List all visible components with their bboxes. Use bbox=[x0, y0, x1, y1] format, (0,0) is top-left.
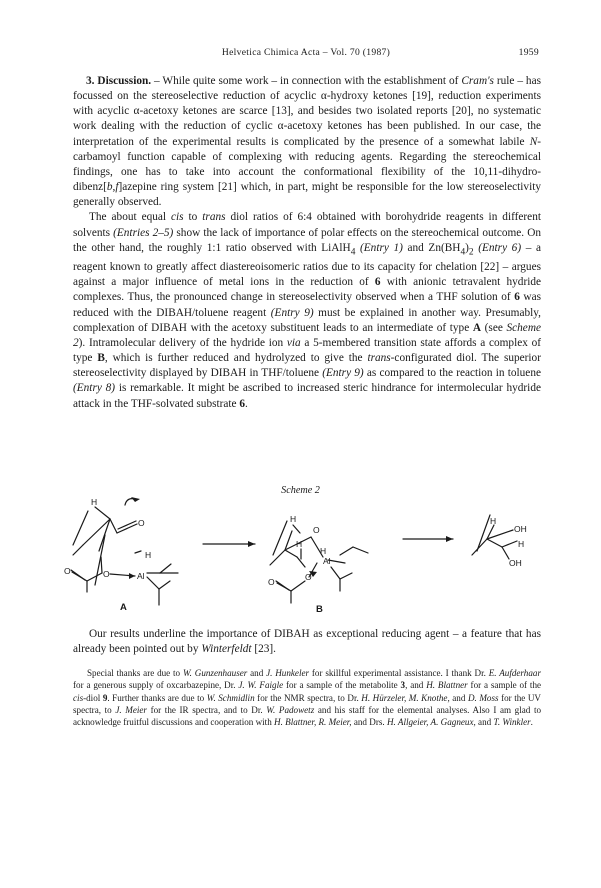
running-header bbox=[73, 47, 539, 61]
acknowledgement-section bbox=[73, 667, 541, 728]
atom-label: Al bbox=[323, 556, 331, 566]
conclusion-paragraph: Our results underline the importance of DIBAH as exceptional reducing agent – a feature that has already been pointed out by Winterfeldt [23]. bbox=[73, 628, 541, 656]
structure-label-b: B bbox=[316, 604, 323, 615]
atom-label: H bbox=[518, 539, 525, 549]
paragraph-2: The about equal cis to trans diol ratios of 6:4 obtained with borohydride reagents in different solvents (Entries 2–5) show the lack of importance of polar effects on the stereochemical outcome. On the other hand, the roughly 1:1 ratio observed with LiAlH$_4$ (Entry 1) and $Zn(BH_4)_2$ (Entry 6) – a reagent known to greatly affect diastereoisomeric ratios due to its capacity for chelation [22] – argues against a major influence of metal ions in the reduction of 6 with anionic tetravalent hydride complexes. Thus, the pronounced change in stereoselectivity observed when a THF solution of 6 was reduced with the DIBAH/toluene reagent (Entry 9) must be explained in another way. Presumably, complexation of DIBAH with the acetoxy substituent leads to an intermediate of type A (see Scheme 2). Intramolecular delivery of the hydride ion via a 5-membered transition state affords a complex of type B, which is further reduced and hydrolyzed to give the trans-configurated diol. The superior stereoselectivity displayed by DIBAH in THF/toluene (Entry 9) as compared to the reaction in toluene (Entry 8) is remarkable. It might be ascribed to increased steric hindrance for intermolecular hydride attack in the THF-solvated substrate 6. bbox=[73, 211, 542, 410]
section-heading: 3. Discussion. bbox=[86, 75, 152, 87]
atom-label: OH bbox=[514, 524, 527, 534]
atom-label: O bbox=[64, 566, 71, 576]
atom-label: H bbox=[490, 516, 497, 526]
structure-label-a: A bbox=[120, 602, 127, 613]
atom-label: H bbox=[145, 550, 152, 560]
atom-label: O bbox=[305, 572, 312, 582]
atom-label: O bbox=[138, 518, 145, 528]
conclusion-section bbox=[73, 627, 541, 657]
atom-label: O bbox=[313, 525, 320, 535]
discussion-section bbox=[73, 74, 541, 412]
atom-label: O bbox=[103, 569, 110, 579]
atom-label: H bbox=[296, 539, 303, 549]
atom-label: H bbox=[290, 514, 297, 524]
paragraph-1: 3. Discussion. – While quite some work – in connection with the establishment of Cram's rule – has focussed on the stereoselective reduction of acyclic α-hydroxy ketones [19], reduction experiments with acyclic α-acetoxy ketones are scarce [13], and besides two isolated reports [20], no systematic work dealing with the reduction of cyclic α-acetoxy ketones has been published. In our case, the interpretation of the experimental results is complicated by the presence of a somewhat labile N-carbamoyl function capable of complexing with reducing agents. Regarding the stereochemical findings, one has to take into account the conformational flexibility of the 10,11-dihydro-dibenz[b,f]azepine ring system [21] which, in part, might be responsible for the low stereoselectivity generally observed. bbox=[73, 75, 541, 209]
atom-label: O bbox=[268, 577, 275, 587]
structure-a-bonds bbox=[71, 499, 178, 605]
page-number: 1959 bbox=[518, 47, 539, 58]
atom-label: H bbox=[91, 497, 98, 507]
atom-label: Al bbox=[137, 571, 145, 581]
atom-label: H bbox=[320, 546, 327, 556]
scheme-title: Scheme 2 bbox=[281, 485, 320, 496]
atom-label: OH bbox=[509, 558, 522, 568]
reaction-scheme bbox=[55, 495, 555, 617]
journal-title: Helvetica Chimica Acta – Vol. 70 (1987) bbox=[221, 47, 391, 58]
acknowledgement-paragraph: Special thanks are due to W. Gunzenhauser and J. Hunkeler for skillful experimental assistance. I thank Dr. E. Aufderhaar for a generous supply of oxcarbazepine, Dr. J. W. Faigle for a sample of the metabolite 3, and H. Blattner for a sample of the cis-diol 9. Further thanks are due to W. Schmidlin for the NMR spectra, to Dr. H. Hürzeler, M. Knothe, and D. Moss for the UV spectra, to J. Meier for the IR spectra, and to Dr. W. Padowetz and his staff for the elemental analyses. Also I am glad to acknowledge fruitful discussions and cooperation with H. Blattner, R. Meier, and Drs. H. Allgeier, A. Gagneux, and T. Winkler. bbox=[73, 668, 542, 728]
